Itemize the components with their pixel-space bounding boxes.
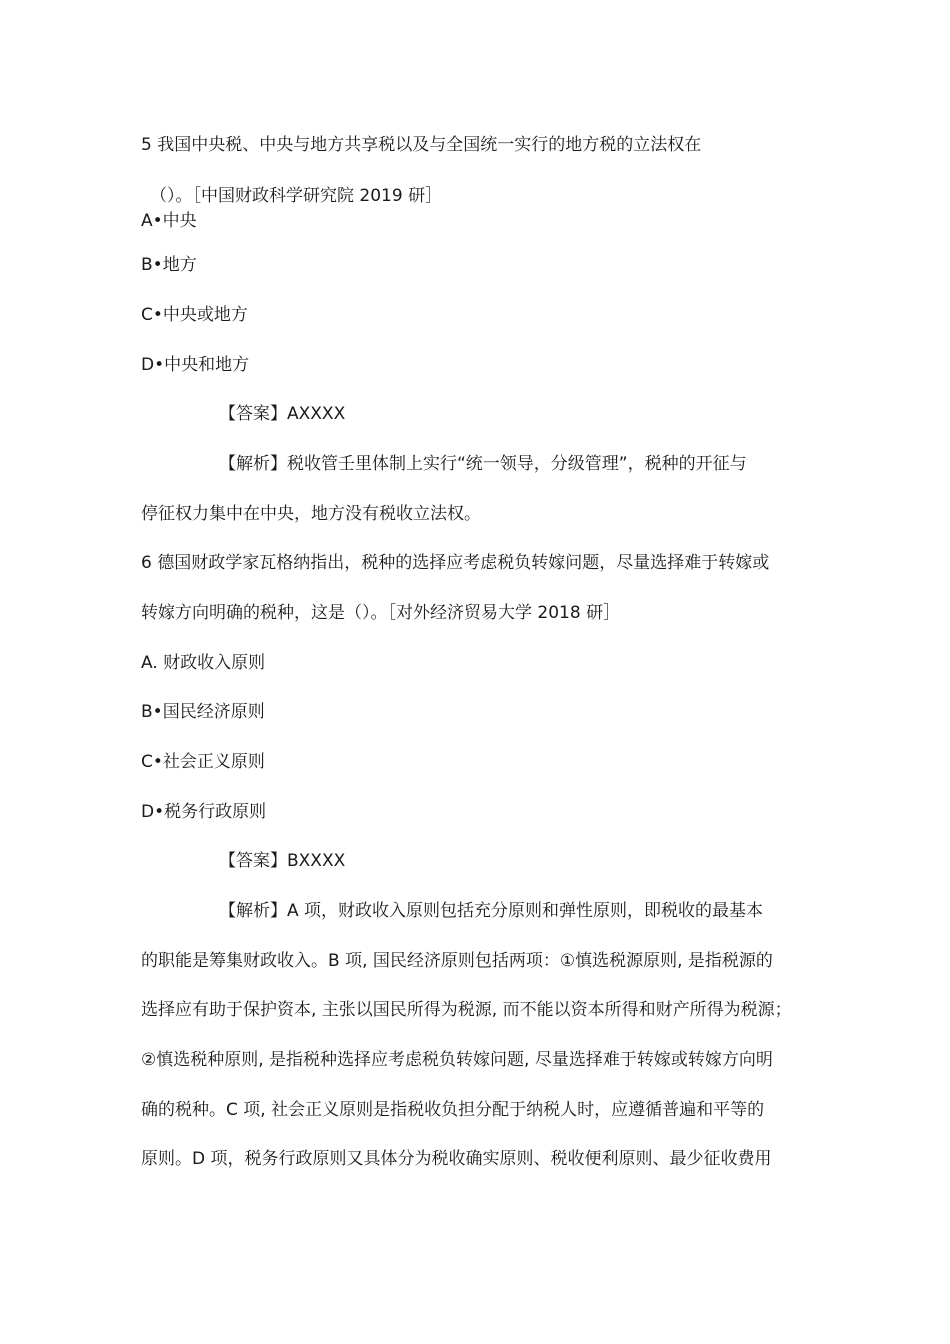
question-5-option-b: B•地方 [141, 255, 197, 275]
question-6-stem-line-2: 转嫁方向明确的税种，这是（）。［对外经济贸易大学 2018 研］ [141, 603, 621, 623]
question-6-analysis-line-1: 【解析】A 项，财政收入原则包括充分原则和弹性原则，即税收的最基本 [219, 901, 764, 921]
question-5-option-c: C•中央或地方 [141, 305, 248, 325]
question-6-analysis-line-5: 确的税种。C 项, 社会正义原则是指税收负担分配于纳税人时，应遵循普遍和平等的 [141, 1100, 765, 1120]
question-6-analysis-line-2: 的职能是筹集财政收入。B 项, 国民经济原则包括两项：①慎选税源原则, 是指税源的 [141, 951, 773, 971]
question-6-stem-line-1: 6 德国财政学家瓦格纳指出，税种的选择应考虑税负转嫁问题，尽量选择难于转嫁或 [141, 553, 770, 573]
question-5-stem-line-2: （）。［中国财政科学研究院 2019 研］ [150, 186, 443, 206]
question-6-option-d: D•税务行政原则 [141, 802, 267, 822]
question-5-option-d: D•中央和地方 [141, 355, 250, 375]
question-6-analysis-line-3: 选择应有助于保护资本, 主张以国民所得为税源, 而不能以资本所得和财产所得为税源； [141, 1000, 792, 1020]
question-6-analysis-line-4: ②慎选税种原则, 是指税种选择应考虑税负转嫁问题, 尽量选择难于转嫁或转嫁方向明 [141, 1050, 773, 1070]
question-5-stem-line-1: 5 我国中央税、中央与地方共享税以及与全国统一实行的地方税的立法权在 [141, 135, 702, 155]
question-6-option-b: B•国民经济原则 [141, 702, 265, 722]
question-6-option-c: C•社会正义原则 [141, 752, 265, 772]
question-6-analysis-line-6: 原则。D 项，税务行政原则又具体分为税收确实原则、税收便利原则、最少征收费用 [141, 1149, 772, 1169]
question-5-analysis-line-1: 【解析】税收管壬里体制上实行“统一领导，分级管理”，税种的开征与 [219, 454, 747, 474]
question-6-answer: 【答案】BXXXX [219, 851, 346, 871]
question-6-option-a: A. 财政收入原则 [141, 653, 266, 673]
question-5-answer: 【答案】AXXXX [219, 404, 346, 424]
question-5-analysis-line-2: 停征权力集中在中央，地方没有税收立法权。 [141, 504, 481, 524]
question-5-option-a: A•中央 [141, 211, 197, 231]
